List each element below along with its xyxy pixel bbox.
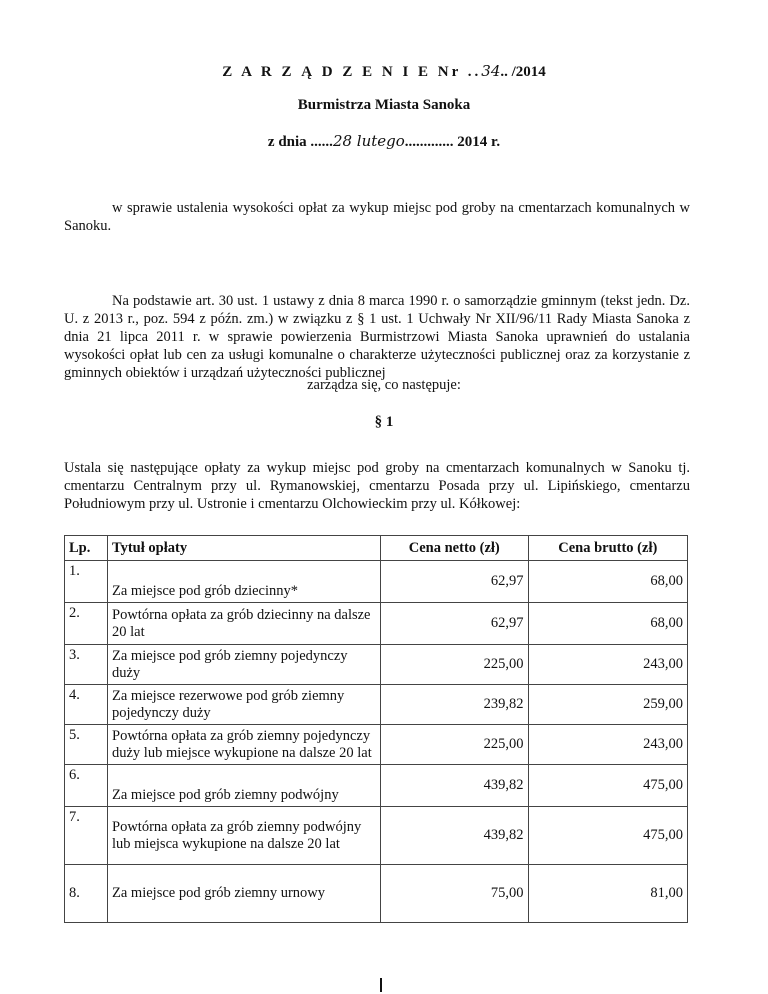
date-suffix: ............. 2014 r.: [404, 134, 501, 150]
table-row: [65, 561, 688, 603]
table-row: [65, 865, 688, 923]
row-title: Za miejsce pod grób dziecinny*: [108, 561, 381, 603]
header-net: Cena netto (zł): [381, 536, 529, 561]
table-header-row: [65, 536, 688, 561]
row-net: 75,00: [381, 865, 529, 923]
date-prefix: z dnia ......: [267, 134, 333, 150]
title-suffix: .. /2014: [500, 64, 546, 80]
subject-paragraph: [64, 199, 690, 235]
row-title: Za miejsce pod grób ziemny podwójny: [108, 765, 381, 807]
table-row: [65, 685, 688, 725]
row-title: Za miejsce rezerwowe pod grób ziemny pojedynczy duży: [108, 685, 381, 725]
legal-basis-paragraph: [64, 292, 690, 382]
fees-table: [64, 535, 688, 923]
row-lp: 6.: [65, 765, 108, 807]
row-lp: 2.: [65, 603, 108, 645]
row-net: 225,00: [381, 725, 529, 765]
table-row: [65, 807, 688, 865]
row-gross: 81,00: [528, 865, 687, 923]
document-date: [0, 132, 768, 151]
row-lp: 4.: [65, 685, 108, 725]
row-title: Za miejsce pod grób ziemny pojedynczy duży: [108, 645, 381, 685]
handwritten-number: 34: [481, 62, 501, 80]
row-title: Powtórna opłata za grób ziemny pojedynczy duży lub miejsce wykupione na dalsze 20 lat: [108, 725, 381, 765]
subject-text: w sprawie ustalenia wysokości opłat za wykup miejsc pod groby na cmentarzach komunalnych w Sanoku.: [64, 200, 690, 234]
row-net: 439,82: [381, 765, 529, 807]
row-gross: 243,00: [528, 725, 687, 765]
row-net: 225,00: [381, 645, 529, 685]
header-lp: Lp.: [65, 536, 108, 561]
row-gross: 259,00: [528, 685, 687, 725]
row-lp: 3.: [65, 645, 108, 685]
table-row: [65, 645, 688, 685]
header-gross: Cena brutto (zł): [528, 536, 687, 561]
row-net: 62,97: [381, 603, 529, 645]
row-net: 439,82: [381, 807, 529, 865]
row-net: 62,97: [381, 561, 529, 603]
ordains-line: zarządza się, co następuje:: [307, 377, 461, 393]
row-title: Powtórna opłata za grób ziemny podwójny lub miejsca wykupione na dalsze 20 lat: [108, 807, 381, 865]
section-heading: § 1: [374, 414, 394, 430]
table-row: [65, 603, 688, 645]
title-prefix: Z A R Z Ą D Z E N I E Nr ..: [222, 64, 482, 80]
row-gross: 68,00: [528, 603, 687, 645]
row-title: Za miejsce pod grób ziemny urnowy: [108, 865, 381, 923]
row-lp: 5.: [65, 725, 108, 765]
row-net: 239,82: [381, 685, 529, 725]
row-lp: 7.: [65, 807, 108, 865]
page-mark: [380, 978, 382, 992]
row-title: Powtórna opłata za grób dziecinny na dalsze 20 lat: [108, 603, 381, 645]
header-title: Tytuł opłaty: [108, 536, 381, 561]
row-gross: 68,00: [528, 561, 687, 603]
section-paragraph: Ustala się następujące opłaty za wykup miejsc pod groby na cmentarzach komunalnych w Sanoku tj. cmentarzu Centralnym przy ul. Rymanowskiej, cmentarzu Posada przy ul. Lipińskiego, cmentarzu Południowym przy ul. Ustronie i cmentarzu Olchowieckim przy ul. Kółkowej:: [64, 460, 690, 512]
table-row: [65, 725, 688, 765]
document-title: [0, 62, 768, 81]
issuer: Burmistrza Miasta Sanoka: [297, 97, 471, 113]
row-lp: 1.: [65, 561, 108, 603]
row-gross: 475,00: [528, 765, 687, 807]
legal-basis-text: Na podstawie art. 30 ust. 1 ustawy z dnia 8 marca 1990 r. o samorządzie gminnym (tekst jedn. Dz. U. z 2013 r., poz. 594 z późn. zm.) w związku z § 1 ust. 1 Uchwały Nr XII/96/11 Rady Miasta Sanoka z dnia 21 lipca 2011 r. w sprawie powierzenia Burmistrzowi Miasta Sanoka uprawnień do ustalania wysokości opłat lub cen za usługi komunalne o charakterze użyteczności publicznej oraz za korzystanie z gminnych obiektów i urządzań użyteczności publicznej: [64, 293, 690, 381]
row-gross: 243,00: [528, 645, 687, 685]
handwritten-date: 28 lutego: [332, 132, 405, 150]
row-gross: 475,00: [528, 807, 687, 865]
table-row: [65, 765, 688, 807]
row-lp: 8.: [65, 865, 108, 923]
